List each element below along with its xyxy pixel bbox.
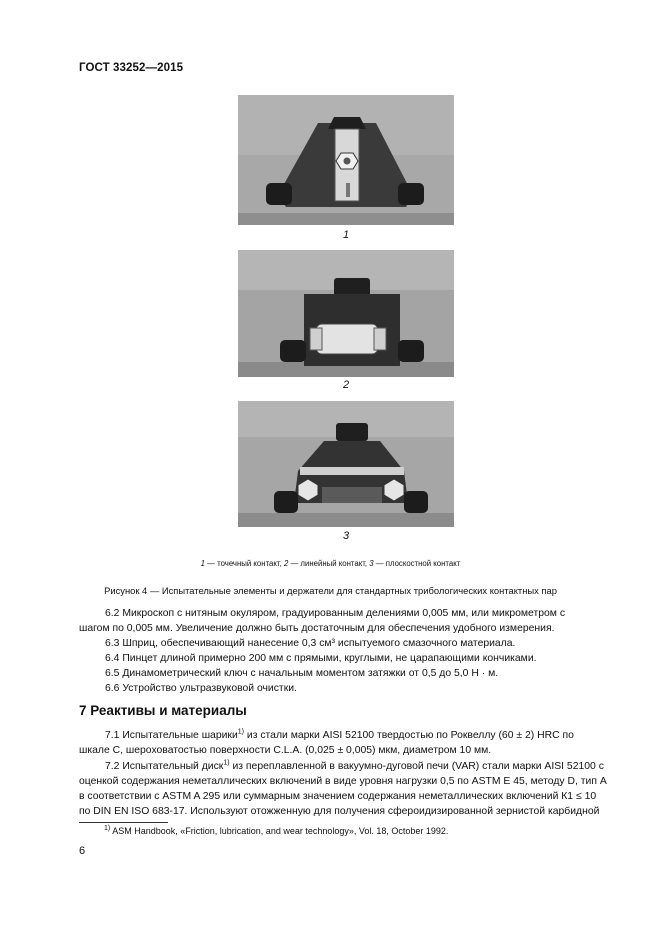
photo-point-contact-holder: [238, 95, 454, 225]
clause-7-1-line-2: шкале С, шероховатостью поверхности C.L.A. (0,025 ± 0,005) мкм, диаметром 10 мм.: [79, 745, 492, 756]
legend-num-3: 3: [369, 559, 374, 568]
clause-7-2-text-b: из переплавленной в вакуумно-дуговой печи (VAR) стали марки AISI 52100 с: [229, 761, 604, 772]
document-header: ГОСТ 33252—2015: [79, 62, 184, 74]
section-7-title: 7 Реактивы и материалы: [79, 703, 247, 718]
clause-7-2-text-a: 7.2 Испытательный диск: [105, 761, 224, 772]
figure-caption: Рисунок 4 — Испытательные элементы и держатели для стандартных трибологических контактных пар: [104, 585, 557, 596]
legend-text-3: — плоскостной контакт: [373, 559, 461, 568]
clause-7-2-line-1: [105, 760, 625, 775]
clause-7-1-text-b: из стали марки AISI 52100 твердостью по Роквеллу (60 ± 2) HRC по: [244, 730, 574, 741]
figure-legend: [0, 559, 661, 568]
legend-text-2: — линейный контакт,: [288, 559, 370, 568]
footnote-ref: 1): [237, 728, 244, 736]
footnote: [104, 826, 448, 836]
legend-num-2: 2: [283, 559, 289, 568]
footnote-separator: [79, 822, 168, 823]
figure-panel-label-3: 3: [342, 530, 350, 542]
clause-6-5: 6.5 Динамометрический ключ с начальным моментом затяжки от 0,5 до 5,0 Н · м.: [105, 668, 499, 679]
clause-7-2-line-2: оценкой содержания неметаллических включений в виде уровня нагрузки 0,5 по ASTM E 45, методу D, тип А: [79, 776, 607, 787]
page-number: 6: [79, 845, 86, 857]
footnote-ref: 1): [223, 759, 230, 767]
clause-6-3: 6.3 Шприц, обеспечивающий нанесение 0,3 см³ испытуемого смазочного материала.: [105, 638, 516, 649]
clause-7-2-line-4: по DIN EN ISO 683-17. Используют отожженную для получения сфероидизированной зернистой карбидной: [79, 806, 600, 817]
clause-6-4: 6.4 Пинцет длиной примерно 200 мм с прямыми, круглыми, не царапающими кончиками.: [105, 653, 537, 664]
photo-flat-contact-holder: [238, 401, 454, 527]
clause-7-1-text-a: 7.1 Испытательные шарики: [105, 730, 238, 741]
photo-line-contact-holder: [238, 250, 454, 377]
figure-panel-label-2: 2: [342, 379, 350, 391]
clause-7-2-line-3: в соответствии с ASTM A 295 или суммарным значением содержания неметаллических включений К1 ≤ 10: [79, 791, 597, 802]
clause-6-6: 6.6 Устройство ультразвуковой очистки.: [105, 683, 297, 694]
legend-text-1: — точечный контакт,: [205, 559, 284, 568]
footnote-mark: 1): [104, 825, 111, 832]
figure-panel-label-1: 1: [342, 229, 350, 241]
footnote-text: ASM Handbook, «Friction, lubrication, and wear technology», Vol. 18, October 1992.: [110, 826, 449, 836]
clause-6-2-line-1: 6.2 Микроскоп с нитяным окуляром, градуированным делениями 0,005 мм, или микрометром с: [105, 608, 566, 619]
clause-7-1-line-1: [105, 729, 625, 744]
clause-6-2-line-2: шагом по 0,005 мм. Увеличение должно быть достаточным для обеспечения удобного измерения.: [79, 623, 555, 634]
legend-num-1: 1: [200, 559, 206, 568]
